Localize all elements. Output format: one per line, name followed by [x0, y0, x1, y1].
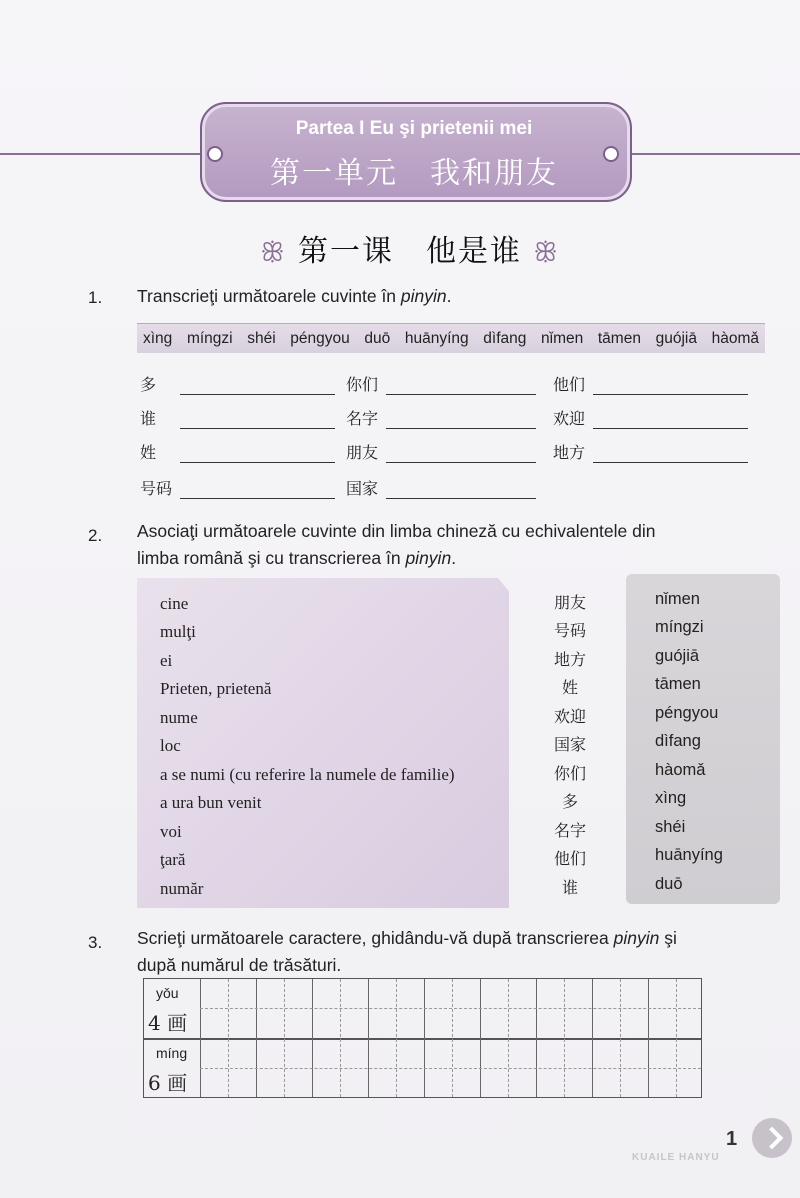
instruction-text: Transcrieţi următoarele cuvinte în [137, 286, 401, 306]
instruction-emphasis: pinyin [405, 548, 452, 568]
pinyin-option[interactable]: guójiā [655, 647, 700, 665]
pinyin-option[interactable]: míngzi [655, 618, 704, 636]
chinese-word[interactable]: 你们 [553, 764, 586, 783]
romanian-word[interactable]: ţară [160, 850, 186, 869]
pinyin-option[interactable]: shéi [655, 818, 686, 836]
instruction-emphasis: pinyin [613, 928, 660, 948]
romanian-word[interactable]: loc [160, 736, 181, 755]
grid-guide-line [340, 979, 341, 1097]
next-page-arrow-icon [752, 1118, 792, 1158]
grid-column-line [368, 979, 369, 1097]
pinyin-option[interactable]: xìng [655, 789, 687, 807]
grid-guide-line [508, 979, 509, 1097]
instruction-text: limba română şi cu transcrierea în [137, 548, 406, 568]
instruction-text: Scrieţi următoarele caractere, ghidându-vă după transcrierea [137, 928, 614, 948]
answer-line[interactable] [386, 410, 536, 429]
lesson-title-row [210, 226, 610, 270]
pinyin-option[interactable]: tāmen [655, 675, 701, 693]
fill-in-item [140, 476, 335, 499]
pinyin-word: hàomǎ [711, 329, 759, 347]
instruction-emphasis: pinyin [400, 286, 447, 306]
answer-line[interactable] [386, 444, 536, 463]
character-writing-grid[interactable] [143, 978, 702, 1098]
exercise-1-instruction [137, 283, 777, 310]
answer-line[interactable] [386, 376, 536, 395]
fill-in-item [140, 406, 335, 429]
answer-line[interactable] [593, 444, 748, 463]
exercise-3-instruction [137, 925, 777, 979]
pinyin-option[interactable]: péngyou [655, 704, 719, 722]
row-strokes: 6 画 [148, 1071, 188, 1095]
header-rule-left [0, 153, 210, 155]
lesson-title: 第一课 他是谁 [298, 234, 522, 269]
word-label: 朋友 [346, 443, 379, 462]
romanian-word[interactable]: Prieten, prietenă [160, 679, 272, 698]
answer-line[interactable] [180, 376, 335, 395]
word-label: 你们 [346, 375, 379, 394]
chinese-word[interactable]: 他们 [553, 849, 586, 868]
instruction-line [137, 925, 777, 952]
romanian-word[interactable]: număr [160, 879, 204, 898]
word-label: 他们 [553, 375, 586, 394]
chinese-word[interactable]: 地方 [553, 650, 586, 669]
instruction-text: . [451, 548, 457, 568]
fill-in-item [140, 440, 335, 463]
series-name: KUAILE HANYU [632, 1152, 720, 1163]
grid-guide-line [452, 979, 453, 1097]
pinyin-word: míngzi [186, 329, 233, 347]
exercise-3-number: 3. [88, 933, 103, 952]
answer-line[interactable] [386, 480, 536, 499]
instruction-text: Asociaţi următoarele cuvinte din limba chineză cu echivalentele din [137, 521, 656, 541]
chinese-word[interactable]: 朋友 [553, 593, 586, 612]
answer-line[interactable] [180, 410, 335, 429]
chinese-word[interactable]: 号码 [553, 621, 586, 640]
grid-column-line [312, 979, 313, 1097]
romanian-word[interactable]: a ura bun venit [160, 793, 262, 812]
ornament-left-icon: ꕥ [260, 238, 287, 268]
grid-column-line [480, 979, 481, 1097]
exercise-1-number: 1. [88, 288, 103, 307]
romanian-word[interactable]: a se numi (cu referire la numele de familie) [160, 765, 455, 784]
romanian-word[interactable]: ei [160, 651, 173, 670]
pinyin-word: shéi [247, 329, 276, 347]
fill-in-item [346, 406, 536, 429]
chinese-word[interactable]: 欢迎 [553, 707, 586, 726]
grid-guide-line [284, 979, 285, 1097]
chinese-word[interactable]: 名字 [553, 821, 586, 840]
unit-title: 第一单元 我和朋友 [270, 156, 558, 191]
pinyin-word-bank [137, 323, 765, 353]
romanian-word[interactable]: mulţi [160, 622, 196, 641]
grid-guide-line [676, 979, 677, 1097]
pinyin-word: guójiā [655, 329, 697, 347]
instruction-line [137, 545, 777, 572]
fill-in-item [553, 406, 748, 429]
fill-in-item [346, 476, 536, 499]
ornament-right-icon: ꕥ [533, 238, 560, 268]
chinese-word[interactable]: 谁 [561, 878, 578, 897]
word-label: 欢迎 [553, 409, 586, 428]
instruction-text: după numărul de trăsături. [137, 955, 342, 975]
pinyin-word: huānyíng [404, 329, 469, 347]
pinyin-option[interactable]: huānyíng [655, 846, 723, 864]
fill-in-item [346, 440, 536, 463]
fill-in-item [553, 372, 748, 395]
row-pinyin: yǒu [156, 985, 179, 1001]
word-label: 地方 [553, 443, 586, 462]
word-label: 号码 [140, 479, 173, 498]
pinyin-word: nǐmen [541, 329, 584, 347]
answer-line[interactable] [180, 444, 335, 463]
chinese-word[interactable]: 多 [561, 792, 578, 811]
grid-column-line [200, 979, 201, 1097]
fill-in-item [346, 372, 536, 395]
exercise-2-number: 2. [88, 526, 103, 545]
grid-column-line [256, 979, 257, 1097]
pinyin-option[interactable]: hàomǎ [655, 761, 706, 779]
pinyin-word: xìng [143, 329, 173, 347]
row-strokes: 4 画 [148, 1011, 188, 1035]
answer-line[interactable] [593, 376, 748, 395]
word-label: 姓 [140, 443, 157, 462]
pinyin-option[interactable]: dìfang [655, 732, 701, 750]
instruction-text: şi [659, 928, 677, 948]
grid-guide-line [396, 979, 397, 1097]
romanian-word[interactable]: cine [160, 594, 189, 613]
answer-line[interactable] [593, 410, 748, 429]
pinyin-word: duō [364, 329, 391, 347]
pinyin-option[interactable]: duō [655, 875, 683, 893]
fill-in-item [140, 372, 335, 395]
grid-guide-line [228, 979, 229, 1097]
pinyin-option[interactable]: nǐmen [655, 590, 700, 608]
pinyin-word: tāmen [597, 329, 641, 347]
chinese-word[interactable]: 姓 [561, 678, 578, 697]
grid-column-line [424, 979, 425, 1097]
romanian-word[interactable]: nume [160, 708, 198, 727]
instruction-text: . [446, 286, 452, 306]
grid-column-line [592, 979, 593, 1097]
grid-guide-line [200, 1068, 701, 1069]
word-label: 多 [140, 375, 157, 394]
word-label: 名字 [346, 409, 379, 428]
fill-in-item [553, 440, 748, 463]
grid-guide-line [620, 979, 621, 1097]
grid-guide-line [200, 1008, 701, 1009]
pinyin-word: dìfang [483, 329, 527, 347]
word-label: 国家 [346, 479, 379, 498]
grid-column-line [536, 979, 537, 1097]
exercise-2-instruction [137, 518, 777, 572]
chinese-word[interactable]: 国家 [553, 735, 586, 754]
pinyin-word: péngyou [290, 329, 350, 347]
word-label: 谁 [140, 409, 157, 428]
page-number: 1 [726, 1128, 738, 1150]
header-rule-right [622, 153, 800, 155]
grid-column-line [648, 979, 649, 1097]
part-title: Partea I Eu şi prietenii mei [295, 118, 533, 139]
answer-line[interactable] [180, 480, 335, 499]
romanian-word[interactable]: voi [160, 822, 182, 841]
grid-guide-line [564, 979, 565, 1097]
row-pinyin: míng [156, 1045, 188, 1061]
